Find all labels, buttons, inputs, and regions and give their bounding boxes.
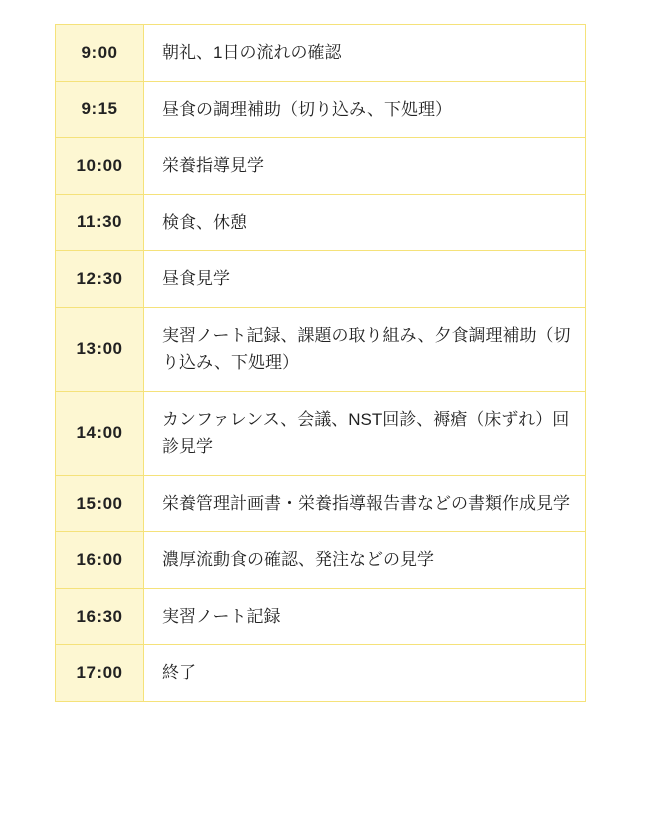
table-row	[56, 138, 586, 195]
time-cell: 14:00	[56, 391, 144, 475]
task-cell: 栄養指導見学	[144, 138, 586, 195]
time-cell: 9:00	[56, 25, 144, 82]
schedule-table	[55, 24, 586, 702]
table-row	[56, 25, 586, 82]
task-cell: 昼食の調理補助（切り込み、下処理）	[144, 81, 586, 138]
time-cell: 13:00	[56, 307, 144, 391]
table-row	[56, 645, 586, 702]
table-row	[56, 307, 586, 391]
task-cell: 濃厚流動食の確認、発注などの見学	[144, 532, 586, 589]
task-cell: 栄養管理計画書・栄養指導報告書などの書類作成見学	[144, 475, 586, 532]
table-row	[56, 588, 586, 645]
time-cell: 11:30	[56, 194, 144, 251]
task-cell: 昼食見学	[144, 251, 586, 308]
time-cell: 15:00	[56, 475, 144, 532]
table-row	[56, 251, 586, 308]
time-cell: 12:30	[56, 251, 144, 308]
task-cell: カンファレンス、会議、NST回診、褥瘡（床ずれ）回診見学	[144, 391, 586, 475]
table-row	[56, 194, 586, 251]
table-row	[56, 532, 586, 589]
time-cell: 10:00	[56, 138, 144, 195]
schedule-table-body	[56, 25, 586, 702]
task-cell: 朝礼、1日の流れの確認	[144, 25, 586, 82]
time-cell: 16:30	[56, 588, 144, 645]
task-cell: 実習ノート記録、課題の取り組み、夕食調理補助（切り込み、下処理）	[144, 307, 586, 391]
task-cell: 実習ノート記録	[144, 588, 586, 645]
table-row	[56, 391, 586, 475]
table-row	[56, 475, 586, 532]
task-cell: 終了	[144, 645, 586, 702]
task-cell: 検食、休憩	[144, 194, 586, 251]
time-cell: 9:15	[56, 81, 144, 138]
time-cell: 16:00	[56, 532, 144, 589]
time-cell: 17:00	[56, 645, 144, 702]
table-row	[56, 81, 586, 138]
